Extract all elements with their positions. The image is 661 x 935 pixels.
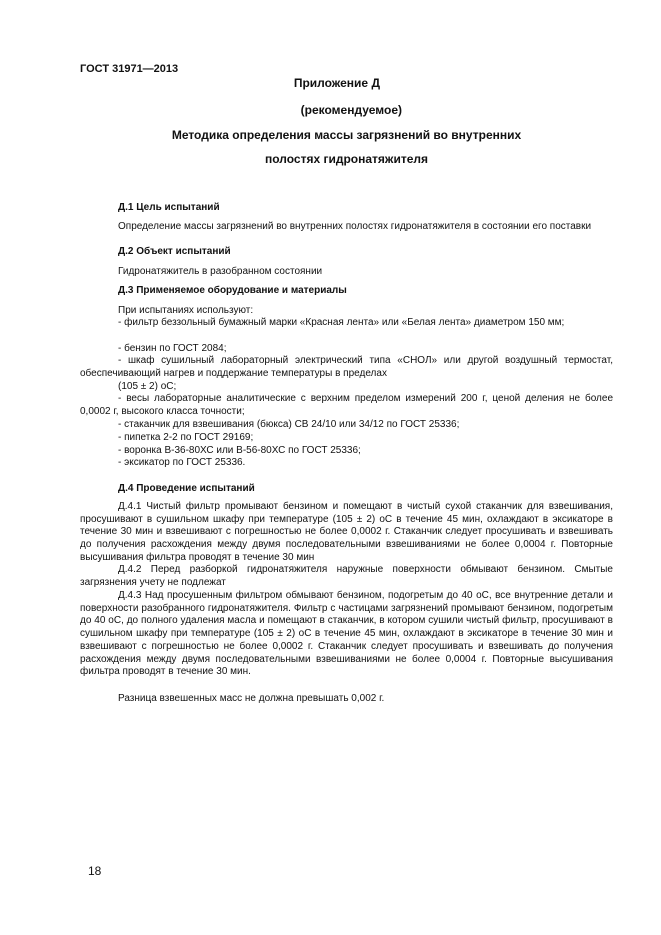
list-item: - бензин по ГОСТ 2084; xyxy=(118,343,227,354)
list-item: - эксикатор по ГОСТ 25336. xyxy=(118,457,246,468)
section-d4-paragraph-2: Д.4.2 Перед разборкой гидронатяжителя наружные поверхности обмывают бензином. Смытые загрязнения учету не подлежат xyxy=(80,564,613,588)
list-item: - стаканчик для взвешивания (бюкса) СВ 24/10 или 34/12 по ГОСТ 25336; xyxy=(118,419,460,430)
section-d4-paragraph-3: Д.4.3 Над просушенным фильтром обмывают бензином, подогретым до 40 oC, все внутренние детали и поверхности разобранного гидронатяжителя. Фильтр с частицами загрязнений промывают бензином, подогретым до 40 oC, до полного удаления масла и помещают в стаканчик, в котором сушили чистый фильтр, просушивают в сушильном шкафу при температуре (105 ± 2) oC в течение 45 мин, охлаждают в эксикаторе в течение 30 мин и взвешивают с погрешностью не более 0,0002 г. Стаканчик следует просушивать и взвешивать до получения расхождения между двумя последовательными взвешиваниями не более 0,0004 г. Повторные высушивания фильтра проводят в течение 30 мин. xyxy=(80,590,613,678)
section-d4-paragraph-4: Разница взвешенных масс не должна превышать 0,002 г. xyxy=(118,693,385,704)
page-number: 18 xyxy=(88,864,102,878)
list-item: - весы лабораторные аналитические с верхним пределом измерений 200 г, ценой деления не более 0,0002 г, высокого класса точности; xyxy=(80,393,613,417)
appendix-status: (рекомендуемое) xyxy=(300,103,402,117)
section-d1-heading: Д.1 Цель испытаний xyxy=(118,202,220,213)
section-d3-heading: Д.3 Применяемое оборудование и материалы xyxy=(118,285,347,296)
list-item: (105 ± 2) oC; xyxy=(118,381,177,392)
section-d2-heading: Д.2 Объект испытаний xyxy=(118,246,231,257)
section-d2-text: Гидронатяжитель в разобранном состоянии xyxy=(118,266,323,277)
standard-number: ГОСТ 31971—2013 xyxy=(80,63,179,75)
section-d3-intro: При испытаниях используют: xyxy=(118,305,254,316)
document-title-line2: полостях гидронатяжителя xyxy=(265,152,428,166)
document-title-line1: Методика определения массы загрязнений во внутренних xyxy=(171,128,522,142)
section-d4-heading: Д.4 Проведение испытаний xyxy=(118,483,255,494)
list-item: - воронка В-36-80ХС или В-56-80ХС по ГОСТ 25336; xyxy=(118,445,361,456)
section-d4-paragraph-1: Д.4.1 Чистый фильтр промывают бензином и помещают в чистый сухой стаканчик для взвешивания, просушивают в сушильном шкафу при температуре (105 ± 2) oC в течение 45 мин, охлаждают в эксикаторе в течение 30 мин и взвешивают с погрешностью не более 0,0002 г. Стаканчик следует просушивать и взвешивать до получения расхождения между двумя последовательными взвешиваниями не более 0,0004 г. Повторные высушивания фильтра проводят в течение 30 мин xyxy=(80,501,613,563)
list-item: - пипетка 2-2 по ГОСТ 29169; xyxy=(118,432,254,443)
appendix-title: Приложение Д xyxy=(293,76,380,90)
list-item: - шкаф сушильный лабораторный электрический типа «СНОЛ» или другой воздушный термостат, обеспечивающий нагрев и поддержание температуры в пределах xyxy=(80,355,613,379)
section-d1-text: Определение массы загрязнений во внутренних полостях гидронатяжителя в состоянии его поставки xyxy=(118,221,592,232)
list-item: - фильтр беззольный бумажный марки «Красная лента» или «Белая лента» диаметром 150 мм; xyxy=(118,317,565,328)
